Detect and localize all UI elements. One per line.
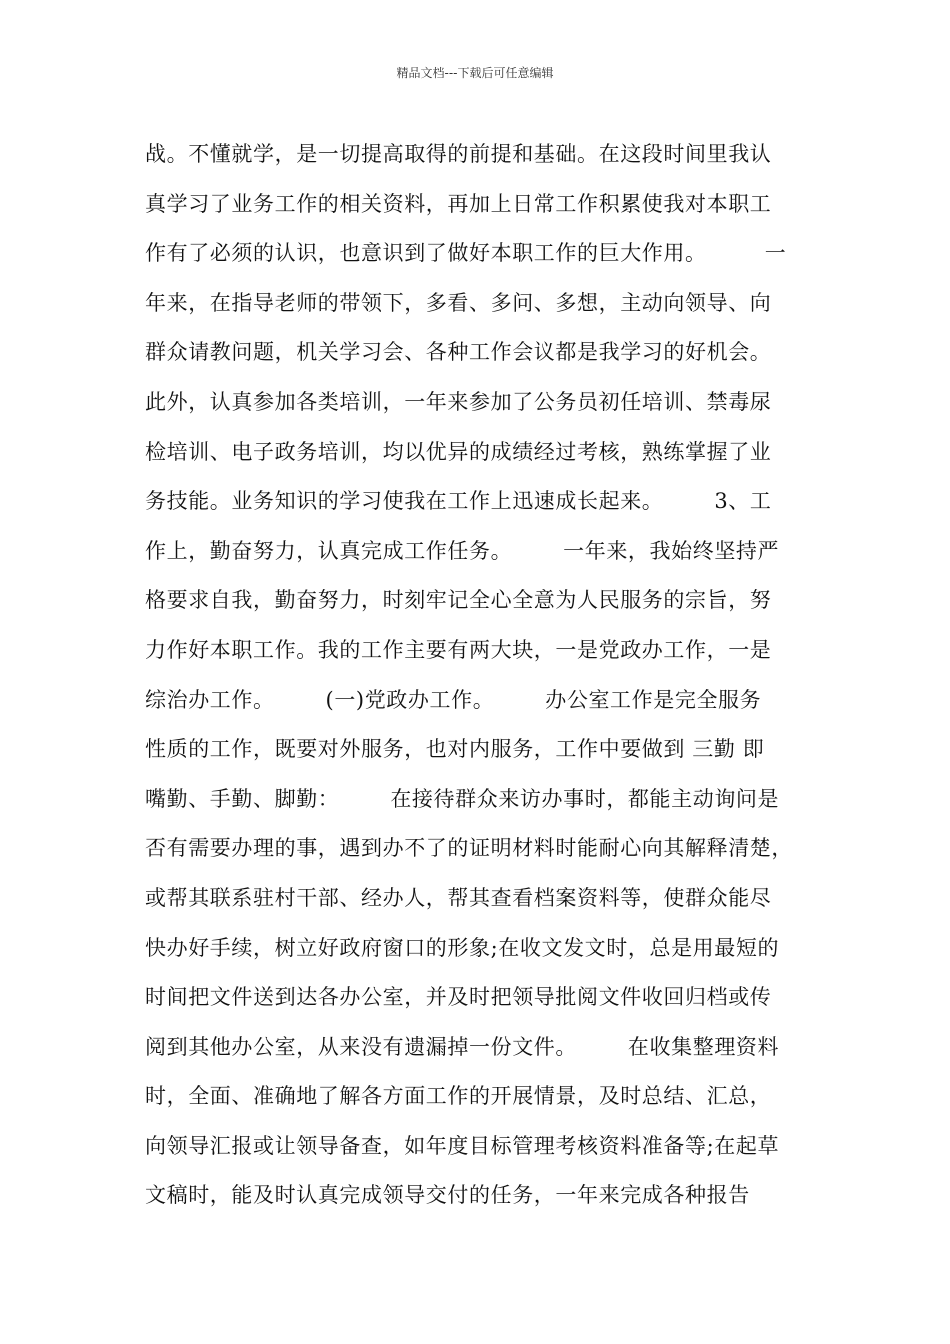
body-line: 文稿时，能及时认真完成领导交付的任务，一年来完成各种报告 [145,1183,750,1208]
body-line: 格要求自我，勤奋努力，时刻牢记全心全意为人民服务的宗旨，努 [145,588,772,613]
body-line: 向领导汇报或让领导备查，如年度目标管理考核资料准备等;在起草 [145,1133,780,1158]
body-line: 性质的工作，既要对外服务，也对内服务，工作中要做到 三勤 即 [145,737,765,762]
body-line: 否有需要办理的事，遇到办不了的证明材料时能耐心向其解释清楚， [145,836,793,861]
body-line: 嘴勤、手勤、脚勤： 在接待群众来访办事时，都能主动询问是 [145,786,780,811]
body-line: 快办好手续，树立好政府窗口的形象;在收文发文时，总是用最短的 [145,935,780,960]
body-line: 检培训、电子政务培训，均以优异的成绩经过考核，熟练掌握了业 [145,439,772,464]
page-header: 精品文档---下载后可任意编辑 [396,66,554,80]
body-line: 阅到其他办公室，从来没有遗漏掉一份文件。 在收集整理资料 [145,1034,780,1059]
body-line: 时间把文件送到达各办公室，并及时把领导批阅文件收回归档或传 [145,985,772,1010]
body-line: 战。不懂就学，是一切提高取得的前提和基础。在这段时间里我认 [145,142,772,166]
body-line: 综治办工作。 (一)党政办工作。 办公室工作是完全服务 [145,687,762,712]
body-line: 此外，认真参加各类培训，一年来参加了公务员初任培训、禁毒尿 [145,389,772,414]
body-line: 年来，在指导老师的带领下，多看、多问、多想，主动向领导、向 [145,290,772,315]
body-line: 真学习了业务工作的相关资料，再加上日常工作积累使我对本职工 [145,191,772,216]
body-line: 力作好本职工作。我的工作主要有两大块，一是党政办工作，一是 [145,637,772,662]
body-line: 时，全面、准确地了解各方面工作的开展情景，及时总结、汇总， [145,1084,772,1109]
body-line: 作有了必须的认识，也意识到了做好本职工作的巨大作用。 一 [145,241,787,266]
body-line: 作上，勤奋努力，认真完成工作任务。 一年来，我始终坚持严 [145,538,780,563]
document-body [145,130,810,1221]
body-line: 群众请教问题，机关学习会、各种工作会议都是我学习的好机会。 [145,340,772,365]
body-line: 务技能。业务知识的学习使我在工作上迅速成长起来。 3、工 [145,489,772,514]
body-line: 或帮其联系驻村干部、经办人，帮其查看档案资料等，使群众能尽 [145,885,772,910]
